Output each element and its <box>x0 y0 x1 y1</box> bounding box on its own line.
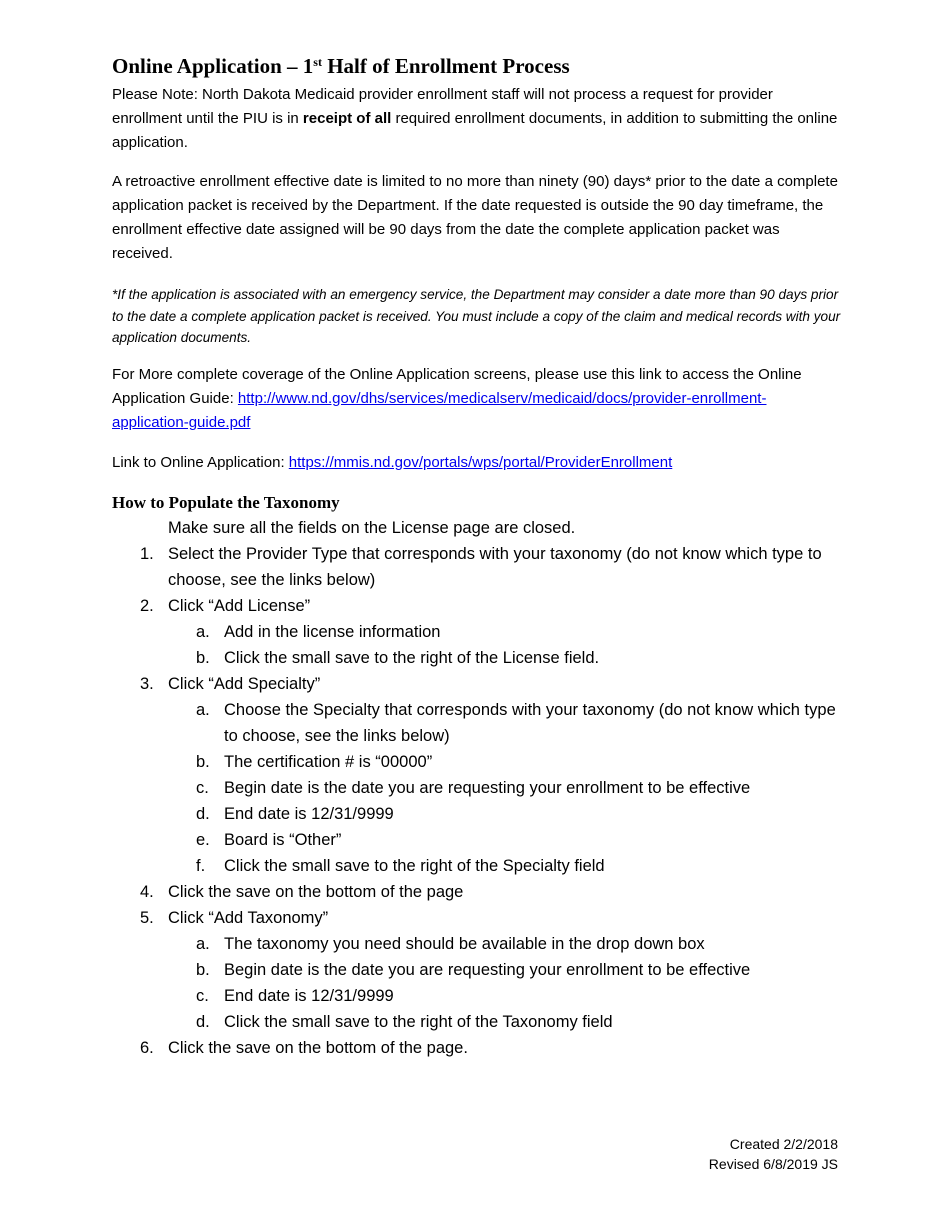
note-emphasis: receipt of all <box>302 110 392 128</box>
substep-text: Click the small save to the right of the Taxonomy field <box>224 1012 613 1031</box>
step-text: Click the save on the bottom of the page. <box>168 1038 468 1057</box>
step-item <box>112 593 842 619</box>
guide-paragraph: For More complete coverage of the Online Application screens, please use this link to access the Online Application Guide: http://www.nd.gov/dhs/services/medicalserv/medicaid/docs/provider-enrollment-application-guide.pdf <box>112 365 802 431</box>
substep-letter: c. <box>196 778 209 797</box>
substep-text: The taxonomy you need should be available in the drop down box <box>224 934 705 953</box>
substep-text: Board is “Other” <box>224 830 342 849</box>
substep-letter: d. <box>196 804 210 823</box>
step-number: 3. <box>140 674 154 693</box>
step-number: 1. <box>140 544 154 563</box>
substep-text: End date is 12/31/9999 <box>224 804 394 823</box>
substep-item <box>112 801 842 827</box>
substep-item <box>112 957 842 983</box>
substep-text: End date is 12/31/9999 <box>224 986 394 1005</box>
step-item <box>112 879 842 905</box>
substep-letter: b. <box>196 960 210 979</box>
step-number: 6. <box>140 1038 154 1057</box>
substep-item <box>112 853 842 879</box>
title-superscript: st <box>313 55 322 69</box>
page-title: Online Application – 1st Half of Enrollment Process <box>112 54 570 78</box>
substep-item <box>112 619 842 645</box>
substep-text: The certification # is “00000” <box>224 752 433 771</box>
substep-text: Click the small save to the right of the Specialty field <box>224 856 605 875</box>
step-text: Click “Add License” <box>168 596 311 615</box>
enrollment-note: Please Note: North Dakota Medicaid provider enrollment staff will not process a request for provider enrollment until the PIU is in receipt of all required enrollment documents, in addition to submitting the online application. <box>112 86 838 152</box>
document-content <box>112 54 842 1061</box>
created-date: Created 2/2/2018 <box>729 1136 838 1152</box>
step-number: 4. <box>140 882 154 901</box>
step-item <box>112 905 842 931</box>
substep-text: Begin date is the date you are requesting your enrollment to be effective <box>224 778 751 797</box>
taxonomy-heading: How to Populate the Taxonomy <box>112 492 340 512</box>
step-item <box>112 1035 842 1061</box>
substep-letter: e. <box>196 830 210 849</box>
steps-intro: Make sure all the fields on the License page are closed. <box>168 518 576 537</box>
substep-letter: a. <box>196 622 210 641</box>
guide-link[interactable]: http://www.nd.gov/dhs/services/medicalserv/medicaid/docs/provider-enrollment-application-guide.pdf <box>112 389 767 431</box>
retroactive-paragraph: A retroactive enrollment effective date is limited to no more than ninety (90) days* prior to the date a complete application packet is received by the Department. If the date requested is outside the 90 day timeframe, the enrollment effective date assigned will be 90 days from the date the complete application packet was received. <box>112 173 838 263</box>
substep-letter: d. <box>196 1012 210 1031</box>
step-number: 2. <box>140 596 154 615</box>
substep-item <box>112 931 842 957</box>
step-item <box>112 671 842 697</box>
online-application-link[interactable]: https://mmis.nd.gov/portals/wps/portal/ProviderEnrollment <box>288 453 673 471</box>
substep-letter: a. <box>196 700 210 719</box>
revised-date: Revised 6/8/2019 JS <box>708 1156 838 1172</box>
online-application-paragraph: Link to Online Application: https://mmis.nd.gov/portals/wps/portal/ProviderEnrollment <box>112 453 673 471</box>
step-item <box>112 541 842 593</box>
substep-item <box>112 1009 842 1035</box>
emergency-footnote: *If the application is associated with an emergency service, the Department may consider a date more than 90 days prior to the date a complete application packet is received. You must include a copy of the claim and medical records with your application documents. <box>112 287 841 346</box>
substep-letter: b. <box>196 648 210 667</box>
step-text: Click “Add Taxonomy” <box>168 908 329 927</box>
substep-item <box>112 983 842 1009</box>
substep-text: Begin date is the date you are requesting your enrollment to be effective <box>224 960 751 979</box>
document-footer <box>709 1134 838 1174</box>
substep-letter: f. <box>196 856 206 875</box>
substep-item <box>112 697 842 749</box>
step-text: Select the Provider Type that corresponds with your taxonomy (do not know which type to choose, see the links below) <box>168 544 822 589</box>
substep-item <box>112 775 842 801</box>
substep-item <box>112 645 842 671</box>
taxonomy-steps <box>112 515 842 1061</box>
substep-letter: b. <box>196 752 210 771</box>
substep-text: Choose the Specialty that corresponds with your taxonomy (do not know which type to choose, see the links below) <box>224 700 836 745</box>
substep-letter: a. <box>196 934 210 953</box>
substep-item <box>112 749 842 775</box>
step-number: 5. <box>140 908 154 927</box>
substep-text: Click the small save to the right of the License field. <box>224 648 600 667</box>
substep-item <box>112 827 842 853</box>
substep-text: Add in the license information <box>224 622 441 641</box>
substep-letter: c. <box>196 986 209 1005</box>
step-text: Click the save on the bottom of the page <box>168 882 464 901</box>
step-text: Click “Add Specialty” <box>168 674 321 693</box>
